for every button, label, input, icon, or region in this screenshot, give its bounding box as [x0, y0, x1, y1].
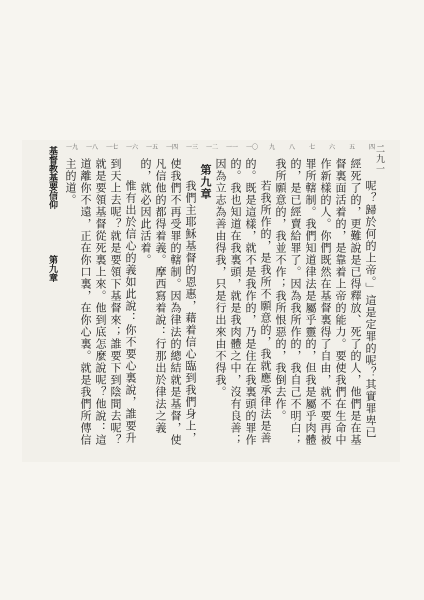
- section-heading: 第九章: [199, 164, 212, 200]
- line-marker: 五: [348, 144, 355, 151]
- line-marker: 一一: [226, 144, 239, 151]
- line-marker: 七: [308, 144, 315, 151]
- line-marker: 一〇: [246, 144, 259, 151]
- line-marker: 一三: [186, 144, 199, 151]
- page-body: [66, 158, 378, 450]
- line-marker: 一六: [126, 144, 139, 151]
- line-marker: 一五: [146, 144, 159, 151]
- paragraph: 我們主耶穌基督的恩惠，藉着信心臨到我們身上，使我們不再受罪的轄制。因為律法的總結就是基督，使凡信他的都得着義。摩西寫着說：行那出於律法之義的，就必因此活着。: [139, 158, 197, 446]
- line-marker: 一九: [66, 144, 79, 151]
- line-marker: 一二: [206, 144, 219, 151]
- line-marker: 四: [368, 144, 375, 151]
- line-marker: 一八: [86, 144, 99, 151]
- line-marker: 一七: [106, 144, 119, 151]
- paragraph: 呢？歸於何的上帝。」這是定罪的呢？其實罪卑已經死了的，更難說是已得釋放、死了的人，他們是在基督裏面活着的，是靠着上帝的能力。要使我們在生命中作新樣的人。你們既然在基督裏得了自由，就不要再被罪所轄制。我們知道律法是屬乎靈的，但我是屬乎肉體的，是已經賣給罪了。因為我所作的，我自己不明白；我所願意的，我並不作；我所恨惡的，我倒去作。: [274, 158, 377, 446]
- book-title: 基督教基要信仰: [47, 146, 57, 209]
- line-marker: 六: [328, 144, 335, 151]
- chapter-label: 第九章: [47, 255, 57, 282]
- book-page: [22, 140, 400, 462]
- page-number: 二九一: [374, 144, 384, 174]
- paragraph: 若我所作的，是我所不願意的，我就應承律法是善的。既是這樣，就不是我作的，乃是住在我裏頭的罪作的。我也知道在我裏頭，就是我肉體之中，沒有良善；因為立志為善由得我，只是行出來由不得我。: [214, 158, 272, 446]
- line-marker: 一四: [166, 144, 179, 151]
- line-marker: 九: [268, 144, 275, 151]
- running-header: [46, 146, 59, 282]
- line-markers: [66, 142, 378, 154]
- paragraph: 惟有出於信心的義如此說：你不要心裏說，誰要升到天上去呢？就是要領下基督來；誰要下到陰間去呢？就是要領基督從死裏上來。他到底怎麼說呢？他說：這道離你不遠，正在你口裏，在你心裏。就是我們所傳信主的道。: [64, 158, 137, 446]
- line-marker: 八: [288, 144, 295, 151]
